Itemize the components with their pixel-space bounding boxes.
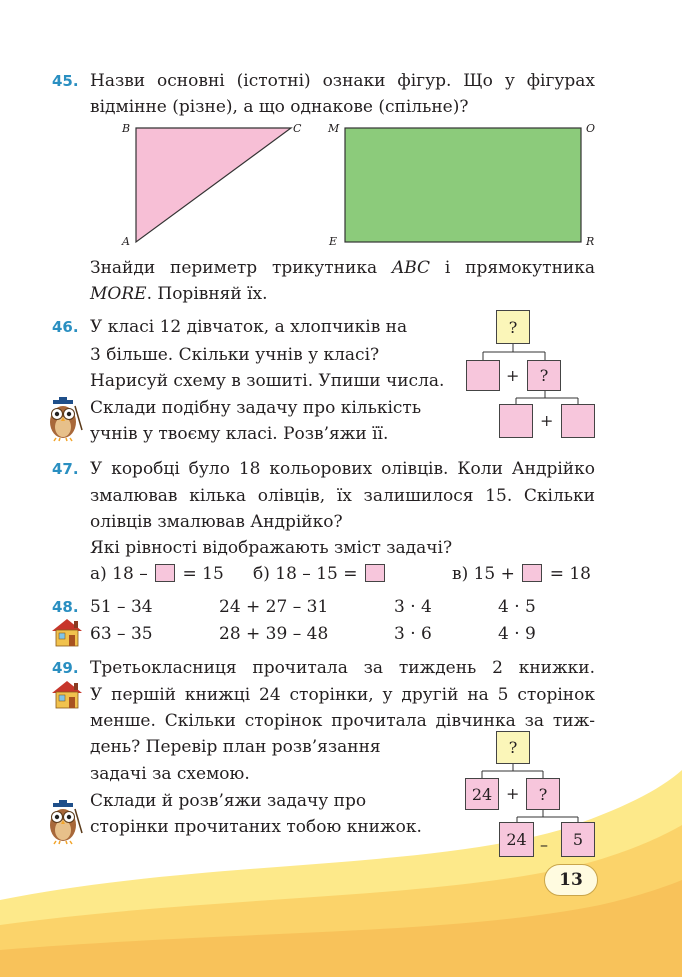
plus-sign: +: [506, 784, 520, 803]
equation-option-a: а) 18 – = 15: [90, 564, 224, 584]
vertex-label-e: E: [329, 235, 338, 248]
expression: 3 · 6: [394, 624, 432, 644]
scheme-answer-box[interactable]: [499, 404, 533, 438]
exercise-text: У класі 12 дівчаток, а хлопчиків на: [90, 317, 408, 337]
vertex-label-r: R: [586, 235, 595, 248]
owl-teacher-icon: [44, 799, 84, 845]
scheme-girls-box[interactable]: [466, 360, 500, 391]
exercise-text: Нарисуй схему в зошиті. Упиши числа.: [90, 371, 445, 391]
vertex-label-b: B: [122, 122, 131, 135]
answer-box[interactable]: [522, 564, 542, 582]
exercise-text: Склади й розв’яжи задачу про: [90, 791, 367, 811]
plus-sign: +: [540, 411, 554, 430]
scheme-first-book-box: 24: [499, 822, 534, 857]
exercise-number: 48.: [52, 598, 79, 616]
page-number: 13: [544, 864, 598, 896]
home-task-icon: [50, 617, 84, 647]
expression: 3 · 4: [394, 597, 432, 617]
answer-box[interactable]: [155, 564, 175, 582]
scheme-difference-box: 5: [561, 822, 595, 857]
vertex-label-o: O: [586, 122, 596, 135]
exercise-text: Склади подібну задачу про кількість: [90, 398, 422, 418]
exercise-text: У коробці було 18 кольорових олівців. Коли Андрійко: [90, 459, 595, 479]
exercise-number: 49.: [52, 659, 79, 677]
minus-sign: –: [540, 835, 548, 854]
scheme-total-box: ?: [496, 310, 530, 344]
exercise-text: Які рівності відображають зміст задачі?: [90, 538, 453, 558]
expression: 28 + 39 – 48: [219, 624, 329, 644]
expression: 51 – 34: [90, 597, 153, 617]
exercise-text: день? Перевір план розв’язання: [90, 737, 381, 757]
exercise-task: MORE. Порівняй їх.: [90, 284, 268, 304]
plus-sign: +: [506, 366, 520, 385]
exercise-text: Третьокласниця прочитала за тиждень 2 книжки.: [90, 658, 595, 678]
expression: 4 · 9: [498, 624, 536, 644]
exercise-text: менше. Скільки сторінок прочитала дівчинка за тиж-: [90, 711, 595, 731]
exercise-text: учнів у твоєму класі. Розв’яжи її.: [90, 424, 389, 444]
exercise-number: 47.: [52, 460, 79, 478]
rectangle-more: [345, 128, 581, 242]
home-task-icon: [50, 679, 84, 709]
exercise-text: Назви основні (істотні) ознаки фігур. Що у фігурах: [90, 71, 595, 91]
owl-teacher-icon: [44, 396, 84, 442]
exercise-number: 45.: [52, 72, 79, 90]
vertex-label-c: C: [293, 122, 302, 135]
answer-box[interactable]: [365, 564, 385, 582]
exercise-text: задачі за схемою.: [90, 764, 250, 784]
scheme-answer-box[interactable]: [561, 404, 595, 438]
exercise-text: сторінки прочитаних тобою книжок.: [90, 817, 422, 837]
scheme-first-book-box: 24: [465, 778, 499, 810]
exercise-task: Знайди периметр трикутника ABC і прямокутника: [90, 258, 596, 278]
equation-option-c: в) 15 + = 18: [452, 564, 591, 584]
scheme-boys-box: ?: [527, 360, 561, 391]
exercise-text: олівців змалював Андрійко?: [90, 512, 343, 532]
expression: 4 · 5: [498, 597, 536, 617]
equation-option-b: б) 18 – 15 =: [253, 564, 387, 584]
exercise-text: 3 більше. Скільки учнів у класі?: [90, 345, 380, 365]
triangle-abc: [136, 128, 291, 242]
expression: 24 + 27 – 31: [219, 597, 329, 617]
exercise-text: відмінне (різне), а що однакове (спільне)?: [90, 97, 469, 117]
vertex-label-a: A: [122, 235, 130, 248]
exercise-text: У першій книжці 24 сторінки, у другій на 5 сторінок: [90, 685, 595, 705]
exercise-text: змалював кілька олівців, їх залишилося 15. Скільки: [90, 486, 595, 506]
scheme-total-box: ?: [496, 731, 530, 764]
exercise-number: 46.: [52, 318, 79, 336]
vertex-label-m: M: [328, 122, 340, 135]
expression: 63 – 35: [90, 624, 153, 644]
scheme-second-book-box: ?: [526, 778, 560, 810]
